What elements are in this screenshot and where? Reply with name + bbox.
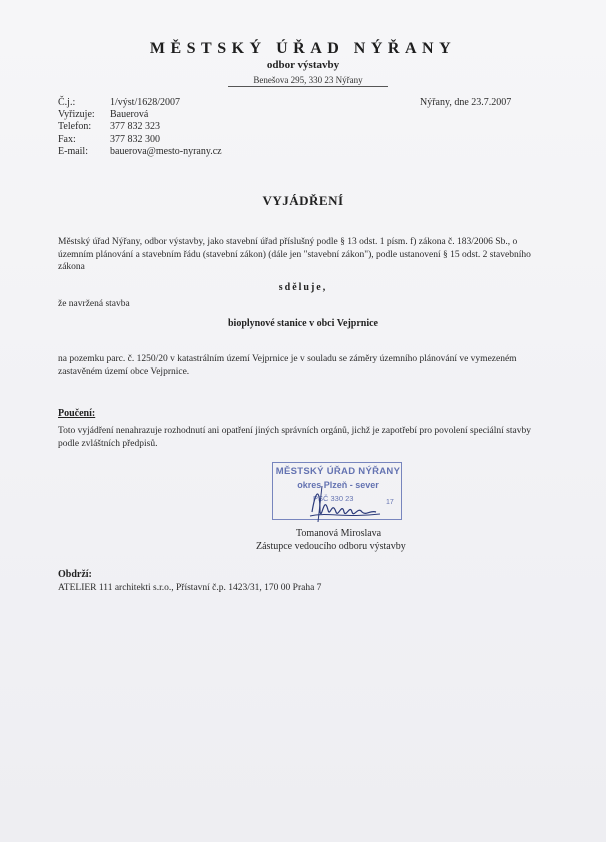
meta-value: Bauerová: [110, 109, 149, 121]
proposed-label: že navržená stavba: [58, 299, 130, 309]
meta-label: Vyřizuje:: [58, 109, 95, 121]
stamp-office: MĚSTSKÝ ÚŘAD NÝŘANY: [275, 466, 401, 477]
statement-verb: sděluje,: [278, 282, 328, 293]
notice-heading: Poučení:: [58, 408, 96, 419]
meta-label: Fax:: [58, 133, 76, 145]
parcel-paragraph: na pozemku parc. č. 1250/20 v katastrálním území Vejprnice je v souladu se záměry územního plánování ve vymezeném zastavěném území obce Vejprnice.: [58, 354, 517, 377]
department-name: odbor výstavby: [266, 59, 340, 71]
stamp-postcode: PSČ 330 23: [313, 494, 354, 503]
place-date: Nýřany, dne 23.7.2007: [420, 97, 512, 108]
recipients-heading: Obdrží:: [58, 569, 92, 580]
office-name: MĚSTSKÝ ÚŘAD NÝŘANY: [149, 40, 457, 57]
meta-row-email: [58, 146, 222, 158]
recipient-item: ATELIER 111 architekti s.r.o., Přístavní č.p. 1423/31, 170 00 Praha 7: [58, 583, 322, 593]
document-title: VYJÁDŘENÍ: [262, 193, 344, 208]
stamp-district: okres Plzeň - sever: [297, 480, 379, 490]
meta-label: Telefon:: [58, 121, 92, 133]
meta-row-phone: [58, 121, 222, 133]
intro-paragraph: Městský úřad Nýřany, odbor výstavby, jako stavební úřad příslušný podle § 13 odst. 1 písm. f) zákona č. 183/2006 Sb., o územním plánování a stavebním řádu (stavební zákon) (dále jen "stavební zákon"), podle ustanovení § 15 odst. 2 stavebního zákona: [58, 237, 531, 272]
handwritten-signature: [306, 482, 386, 524]
signer-role: Zástupce vedoucího odboru výstavby: [256, 541, 406, 552]
signer-name: Tomanová Miroslava: [296, 528, 382, 539]
construction-name: bioplynové stanice v obci Vejprnice: [227, 318, 378, 329]
meta-value: 1/výst/1628/2007: [110, 97, 181, 108]
meta-label: E-mail:: [58, 145, 88, 157]
meta-row-ref: [58, 97, 222, 109]
notice-text: Toto vyjádření nenahrazuje rozhodnutí ani opatření jiných správních orgánů, jichž je zapotřebí pro povolení speciální stavby podle zvláštních předpisů.: [58, 426, 531, 449]
meta-row-fax: [58, 134, 222, 146]
meta-label: Č.j.:: [58, 97, 76, 108]
office-address: Benešova 295, 330 23 Nýřany: [228, 75, 388, 87]
reference-block: [58, 97, 222, 158]
meta-value: 377 832 300: [110, 133, 160, 145]
meta-row-handler: [58, 109, 222, 121]
meta-value: bauerova@mesto-nyrany.cz: [110, 145, 222, 157]
stamp-number: 17: [386, 499, 394, 506]
meta-value: 377 832 323: [110, 121, 160, 133]
